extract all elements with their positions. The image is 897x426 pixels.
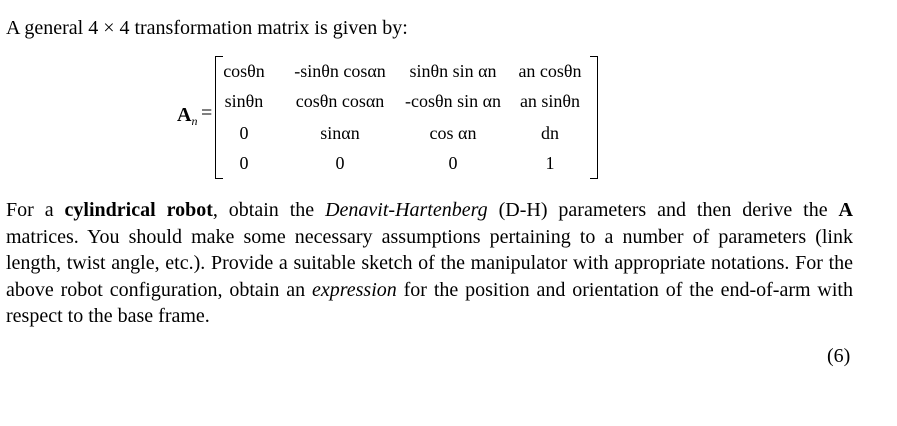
- matrix-cell-r1c4: an cosθn: [518, 61, 582, 81]
- matrix-cell-r2c4: an sinθn: [519, 91, 581, 111]
- problem-text: , obtain the: [212, 199, 326, 221]
- matrix-cell-r3c1: 0: [239, 123, 249, 143]
- problem-text: (D-H) parameters and then derive the: [487, 199, 839, 221]
- intro-text: A general 4 × 4 transformation matrix is given by:: [6, 17, 408, 39]
- matrix-left-bracket: [215, 56, 223, 179]
- matrix-cell-r4c1: 0: [239, 153, 249, 173]
- matrix-label-subscript: n: [191, 114, 198, 128]
- matrix-label-letter: A: [177, 104, 192, 126]
- matrix-cell-r3c3: cos αn: [429, 123, 477, 143]
- problem-emphasis: A: [838, 199, 853, 221]
- problem-emphasis: cylindrical robot: [64, 199, 213, 221]
- matrix-cell-r1c2: -sinθn cosαn: [294, 61, 386, 81]
- problem-text: For a: [6, 199, 65, 221]
- problem-text: matrices. You should make some necessary assumptions pertaining to a number of parameters (link length, twist angle, etc.). Provide a suitable sketch of the manipulator with appropriate notations. For the above robot configuration, obtain an: [6, 225, 853, 301]
- matrix-label: [177, 104, 197, 129]
- matrix-cell-r2c3: -cosθn sin αn: [404, 91, 502, 111]
- matrix-right-bracket: [590, 56, 598, 179]
- matrix-cell-r1c1: cosθn: [223, 61, 265, 81]
- matrix-cell-r2c1: sinθn: [224, 91, 264, 111]
- problem-text: for the position and orientation of the end-of-arm with respect to the base frame.: [6, 278, 853, 327]
- equals-sign: =: [201, 102, 213, 124]
- matrix-cell-r4c2: 0: [335, 153, 345, 173]
- marks-label: (6): [827, 345, 851, 367]
- matrix-cell-r2c2: cosθn cosαn: [295, 91, 385, 111]
- problem-statement: [6, 197, 853, 330]
- matrix-cell-r1c3: sinθn sin αn: [409, 61, 497, 81]
- matrix-cell-r4c4: 1: [545, 153, 555, 173]
- matrix-cell-r3c4: dn: [541, 123, 559, 143]
- problem-emphasis: expression: [311, 278, 397, 301]
- problem-emphasis: Denavit-Hartenberg: [325, 199, 488, 221]
- matrix-cell-r3c2: sinαn: [320, 123, 360, 143]
- matrix-cell-r4c3: 0: [448, 153, 458, 173]
